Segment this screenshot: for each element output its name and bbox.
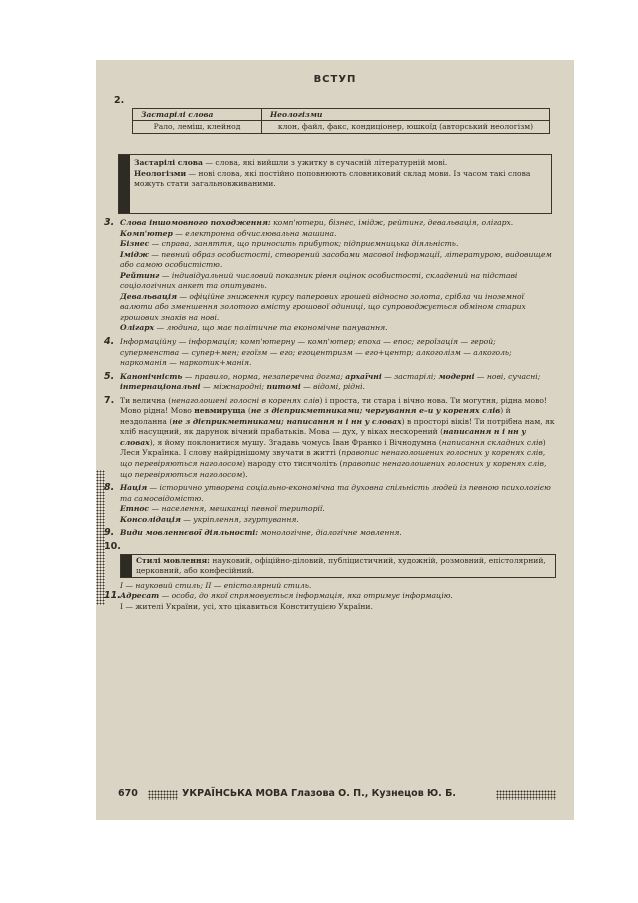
- styles-answer: I — науковий стиль; II — епістолярний стиль.: [120, 580, 312, 590]
- answers-list: [104, 217, 556, 613]
- term-archaic: Застарілі слова: [134, 158, 203, 167]
- item-number-10: 10.: [104, 540, 121, 552]
- item-9: 9. Види мовленнєвої діяльності: монологічне, діалогічне мовлення.: [104, 527, 402, 539]
- item-number-5: 5.: [104, 370, 115, 382]
- item-number-2: 2.: [114, 95, 125, 106]
- item-5: 5. Канонічність — правило, норма, незаперечна догма; архаїчні — застарілі; модерні — нові, сучасні; інтернаціональні — міжнародні; питомі — відомі, рідні.: [104, 370, 541, 392]
- page-header: ВСТУП: [313, 74, 357, 85]
- item-number-9: 9.: [104, 527, 115, 539]
- item-3: 3. Слова іншомовного походження: комп'ютери, бізнес, імідж, рейтинг, девальвація, олігарх. Комп'ютер — електронна обчислювальна машина. Бізнес — справа, заняття, що приносить прибуток; підприємницька діяльність. Імідж — певний образ особистості, створений засобами масової інформації, літературою, видовищем або самою особистістю. Рейтинг — індивідуальний числовий показник рівня оцінок особистості, складений на підставі соціологічних анкет та опитувань. Девальвація — офіційне зниження курсу паперових грошей відносно золота, срібла чи іноземної валюти або зменшення золотого вмісту грошової одиниці, що супроводжується обміном старих грошових знаків на нові. Олігарх — людина, що має політичне та економічне панування.: [104, 217, 552, 333]
- table-header-archaic: Застарілі слова: [133, 109, 262, 121]
- box-marker: [121, 555, 132, 577]
- item-number-8: 8.: [104, 482, 115, 494]
- item-11: 11. Адресат — особа, до якої спрямовується інформація, яка отримує інформацію. I — жителі України, усі, хто цікавиться Конституцією України.: [104, 590, 453, 611]
- item-10: [104, 540, 556, 592]
- page-number: 670: [118, 788, 138, 799]
- definition-box: [118, 154, 552, 214]
- styles-box: Стилі мовлення: науковий, офіційно-діловий, публіцистичний, художній, розмовний, епістолярний, церковний, або конфесійний.: [120, 554, 556, 578]
- table-cell-archaic: Рало, леміш, клейнод: [133, 121, 262, 134]
- term-neologisms: Неологізми: [134, 168, 187, 178]
- item-number-7: 7.: [104, 394, 115, 406]
- book-page: [96, 60, 574, 820]
- words-table: [132, 108, 550, 134]
- def-neologisms: — нові слова, які постійно поповнюють словниковий склад мови. Із часом такі слова можуть стати загальновживаними.: [134, 168, 531, 188]
- page-footer: [118, 788, 564, 802]
- footer-hatch-right: [496, 790, 556, 800]
- item-4: 4. Інформаційну — інформація; комп'ютерну — комп'ютер; епоха — епос; героїзація — герой; суперменства — супер+мен; егоїзм — его; егоцентризм — его+центр; алкоголізм — алкоголь; наркоманія — наркотик+манія.: [104, 336, 512, 368]
- item-number-11: 11.: [104, 590, 121, 602]
- table-cell-neologisms: клон, файл, факс, кондиціонер, юшкоїд (авторський неологізм): [262, 121, 550, 134]
- footer-title: УКРАЇНСЬКА МОВА Глазова О. П., Кузнецов Ю. Б.: [182, 788, 456, 799]
- footer-hatch-left: [148, 790, 178, 800]
- footer-authors: Глазова О. П., Кузнецов Ю. Б.: [290, 788, 456, 799]
- def-archaic: — слова, які вийшли з ужитку в сучасній літературній мові.: [202, 158, 448, 167]
- box-marker: [119, 155, 130, 213]
- item-number-4: 4.: [104, 336, 115, 348]
- item-7: 7. Ти велична (ненаголошені голосні в коренях слів) і проста, ти стара і вічно нова. Ти могутня, рідна мово! Мово рідна! Мово невмируща (не з дієприкметниками; чергування е–и у коренях слів) й нездоланна (не з дієприкметниками; написання н і нн у словах) в просторі віків! Ти потрібна нам, як хліб насущний, як дарунок вічний прабатьків. Мова — дух, у віках нескорений (написання н і нн у словах), я йому поклонитися мушу. Згадавь чомусь Іван Франко і Вічнодумна (написання складних слів) Леся Українка. І слову найріднішому звучати в житті (правопис ненаголошених голосних у коренях слів, що перевіряються наголосом) народу сто тисячоліть (правопис ненаголошених голосних у коренях слів, що перевіряються наголосом).: [104, 394, 555, 479]
- item-number-3: 3.: [104, 217, 115, 228]
- item-8: 8. Нація — історично утворена соціально-економічна та духовна спільність людей із певною психологією та самосвідомістю. Етнос — населення, мешканці певної території. Консолідація — укріплення, згуртування.: [104, 482, 551, 524]
- table-header-neologisms: Неологізми: [262, 109, 550, 121]
